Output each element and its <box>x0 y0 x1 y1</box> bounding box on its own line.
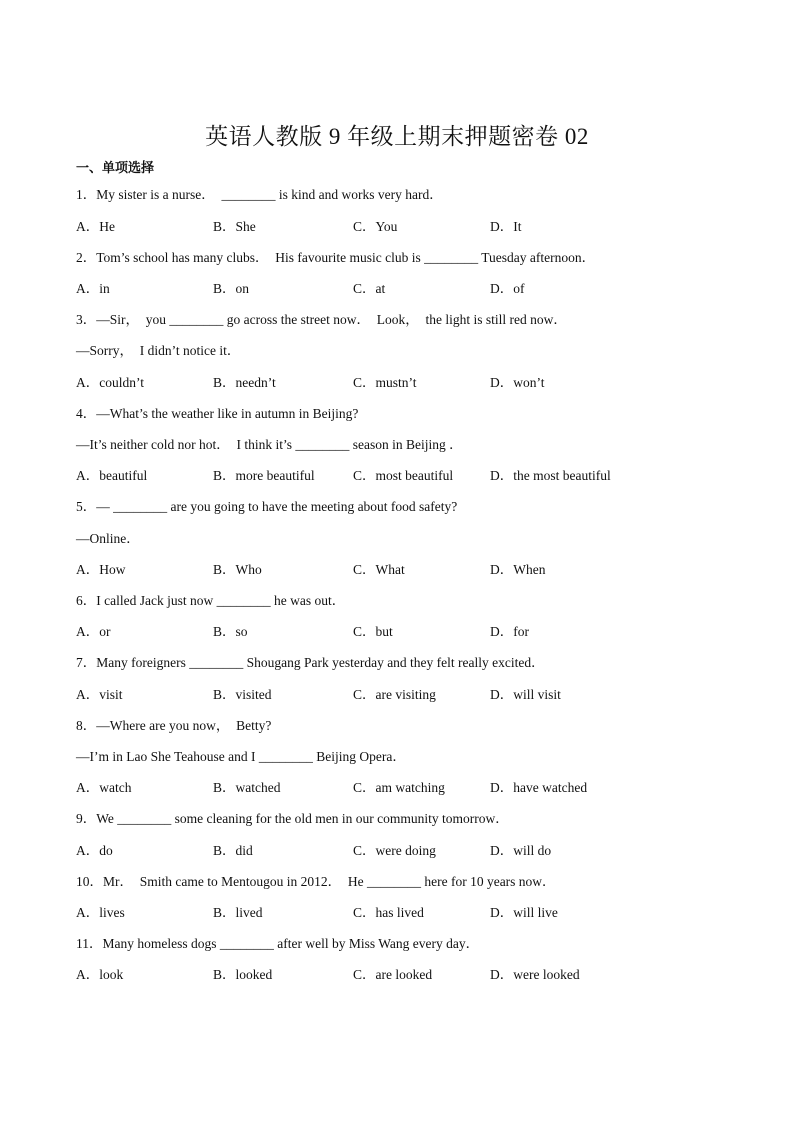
option-d[interactable]: D．will do <box>490 843 552 858</box>
option-b[interactable]: B．needn’t <box>213 375 276 390</box>
option-b[interactable]: B．on <box>213 281 250 296</box>
option-a[interactable]: A．or <box>76 624 111 639</box>
option-c[interactable]: C．most beautiful <box>353 468 454 483</box>
question-5-stem: 5．— ________ are you going to have the meeting about food safety? <box>76 499 458 514</box>
option-c[interactable]: C．mustn’t <box>353 375 417 390</box>
option-c[interactable]: C．are looked <box>353 967 433 982</box>
option-b[interactable]: B．Who <box>213 562 262 577</box>
question-7-stem: 7．Many foreigners ________ Shougang Park yesterday and they felt really excited． <box>76 655 545 670</box>
question-11-stem: 11．Many homeless dogs ________ after well by Miss Wang every day． <box>76 936 480 951</box>
option-c[interactable]: C．has lived <box>353 905 424 920</box>
option-a[interactable]: A．watch <box>76 780 132 795</box>
option-c[interactable]: C．were doing <box>353 843 436 858</box>
question-11-options <box>76 963 716 983</box>
option-b[interactable]: B．watched <box>213 780 281 795</box>
section-heading: 一、单项选择 <box>76 161 155 176</box>
question-7-options <box>76 683 716 703</box>
option-a[interactable]: A．in <box>76 281 110 296</box>
option-b[interactable]: B．looked <box>213 967 273 982</box>
option-c[interactable]: C．but <box>353 624 393 639</box>
option-a[interactable]: A．lives <box>76 905 125 920</box>
option-b[interactable]: B．lived <box>213 905 263 920</box>
question-9-stem: 9．We ________ some cleaning for the old men in our community tomorrow． <box>76 811 509 826</box>
option-a[interactable]: A．couldn’t <box>76 375 144 390</box>
option-a[interactable]: A．How <box>76 562 126 577</box>
question-3-options <box>76 371 716 391</box>
page-title: 英语人教版 9 年级上期末押题密卷 02 <box>205 124 589 149</box>
question-4-stem: 4．—What’s the weather like in autumn in Beijing? <box>76 406 359 421</box>
option-a[interactable]: A．He <box>76 219 115 234</box>
option-c[interactable]: C．are visiting <box>353 687 436 702</box>
option-c[interactable]: C．You <box>353 219 398 234</box>
question-8-stem-line-2: —I’m in Lao She Teahouse and I ________ Beijing Opera． <box>76 749 406 764</box>
question-3-stem-line-2: —Sorry， I didn’t notice it． <box>76 343 241 358</box>
option-d[interactable]: D．for <box>490 624 529 639</box>
question-6-options <box>76 620 716 640</box>
option-d[interactable]: D．won’t <box>490 375 545 390</box>
option-d[interactable]: D．will visit <box>490 687 561 702</box>
option-d[interactable]: D．were looked <box>490 967 580 982</box>
option-d[interactable]: D．of <box>490 281 525 296</box>
option-d[interactable]: D．It <box>490 219 522 234</box>
option-b[interactable]: B．so <box>213 624 248 639</box>
question-4-stem-line-2: —It’s neither cold nor hot． I think it’s ________ season in Beijing ． <box>76 437 463 452</box>
question-4-options <box>76 464 716 484</box>
option-a[interactable]: A．do <box>76 843 113 858</box>
question-1-options <box>76 215 716 235</box>
question-6-stem: 6．I called Jack just now ________ he was out． <box>76 593 346 608</box>
option-c[interactable]: C．at <box>353 281 386 296</box>
option-d[interactable]: D．have watched <box>490 780 588 795</box>
question-8-stem: 8．—Where are you now， Betty? <box>76 718 272 733</box>
option-c[interactable]: C．What <box>353 562 405 577</box>
option-d[interactable]: D．the most beautiful <box>490 468 611 483</box>
question-10-stem: 10．Mr． Smith came to Mentougou in 2012． He ________ here for 10 years now． <box>76 874 556 889</box>
option-b[interactable]: B．more beautiful <box>213 468 315 483</box>
option-b[interactable]: B．did <box>213 843 253 858</box>
option-a[interactable]: A．visit <box>76 687 123 702</box>
option-c[interactable]: C．am watching <box>353 780 445 795</box>
question-9-options <box>76 839 716 859</box>
question-10-options <box>76 901 716 921</box>
question-1-stem: 1．My sister is a nurse． ________ is kind and works very hard． <box>76 187 443 202</box>
option-a[interactable]: A．beautiful <box>76 468 148 483</box>
option-b[interactable]: B．visited <box>213 687 272 702</box>
question-2-options <box>76 277 716 297</box>
option-d[interactable]: D．When <box>490 562 546 577</box>
option-a[interactable]: A．look <box>76 967 124 982</box>
question-2-stem: 2．Tom’s school has many clubs． His favourite music club is ________ Tuesday afternoon． <box>76 250 596 265</box>
question-8-options <box>76 776 716 796</box>
option-b[interactable]: B．She <box>213 219 256 234</box>
question-5-stem-line-2: —Online． <box>76 531 140 546</box>
question-5-options <box>76 558 716 578</box>
option-d[interactable]: D．will live <box>490 905 558 920</box>
question-3-stem: 3．—Sir， you ________ go across the street now． Look， the light is still red now． <box>76 312 567 327</box>
